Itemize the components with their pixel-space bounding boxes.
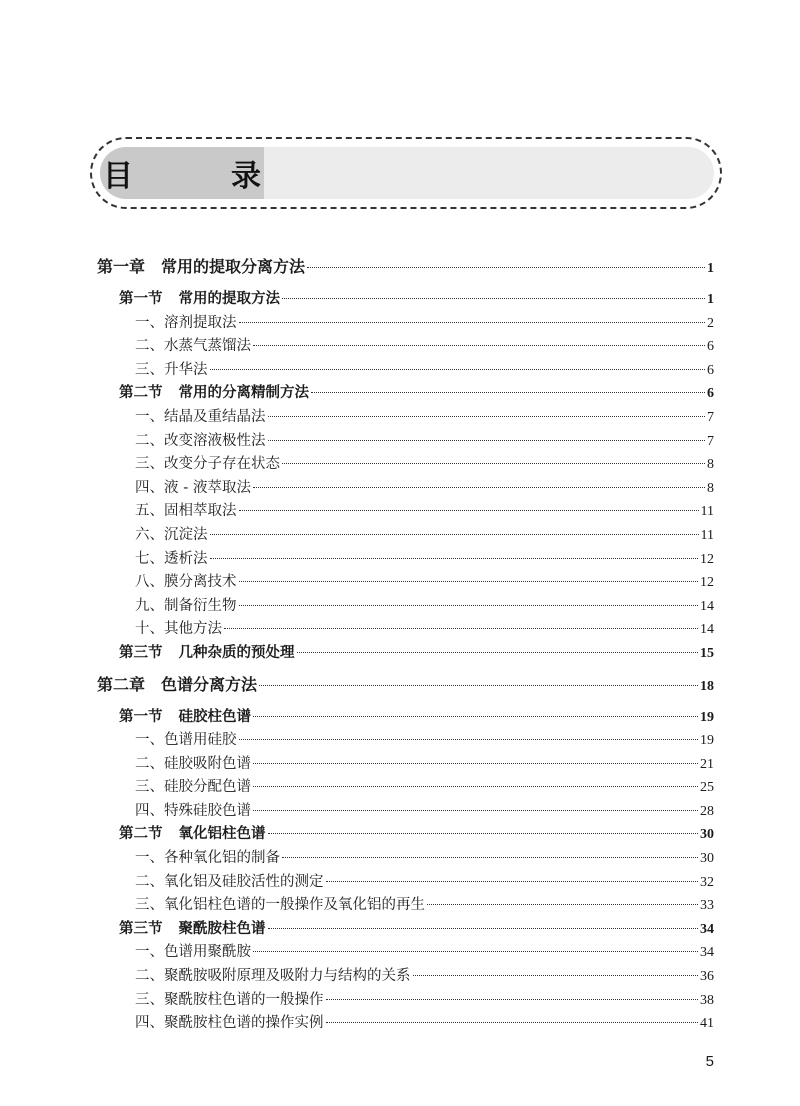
toc-section-label <box>119 706 251 730</box>
toc-item <box>97 571 714 595</box>
toc-item-title: 二、水蒸气蒸馏法 <box>135 338 251 355</box>
dot-leader <box>413 975 699 976</box>
toc-item-title: 四、液 - 液萃取法 <box>135 479 251 496</box>
dot-leader <box>326 881 699 882</box>
toc-item-label <box>135 548 208 572</box>
dot-leader <box>297 652 699 653</box>
dot-leader <box>210 558 699 559</box>
toc-page-number: 21 <box>700 756 714 772</box>
dot-leader <box>311 392 705 393</box>
toc-page-number: 1 <box>707 261 714 276</box>
toc-section <box>97 823 714 847</box>
dot-leader <box>253 951 698 952</box>
toc-section-label <box>119 382 309 406</box>
toc-item-title: 二、氧化铝及硅胶活性的测定 <box>135 873 324 890</box>
toc-item <box>97 753 714 777</box>
toc-item <box>97 847 714 871</box>
toc-item <box>97 500 714 524</box>
toc-item-label <box>135 406 266 430</box>
dot-leader <box>239 739 699 740</box>
toc-item-title: 一、色谱用硅胶 <box>135 732 237 749</box>
toc-item-label <box>135 312 237 336</box>
toc-page-number: 8 <box>707 457 714 473</box>
toc-item-title: 一、各种氧化铝的制备 <box>135 850 280 867</box>
dot-leader <box>268 928 699 929</box>
toc-page-number: 19 <box>700 733 714 749</box>
toc-item-label <box>135 941 251 965</box>
dot-leader <box>268 440 706 441</box>
toc-item-label <box>135 524 208 548</box>
toc-section-label <box>119 918 266 942</box>
toc-item <box>97 776 714 800</box>
toc-item <box>97 941 714 965</box>
toc-section-label <box>119 823 266 847</box>
dot-leader <box>253 345 705 346</box>
toc-page-number: 34 <box>700 921 714 937</box>
toc-item <box>97 894 714 918</box>
toc-item-label <box>135 477 251 501</box>
toc-section-title: 聚酰胺柱色谱 <box>178 920 266 937</box>
toc-chapter-number: 第二章 <box>97 674 146 694</box>
toc-item-label <box>135 453 280 477</box>
toc-page-number: 6 <box>707 386 714 402</box>
toc-item <box>97 618 714 642</box>
title-banner <box>100 147 714 199</box>
toc-item <box>97 989 714 1013</box>
toc-item-label <box>135 359 208 383</box>
toc-item-title: 九、制备衍生物 <box>135 597 237 614</box>
toc-page-number: 18 <box>700 678 714 694</box>
toc-item <box>97 477 714 501</box>
toc-item-title: 三、氧化铝柱色谱的一般操作及氧化铝的再生 <box>135 897 425 914</box>
toc-section <box>97 642 714 666</box>
dot-leader <box>253 810 698 811</box>
dot-leader <box>210 369 706 370</box>
toc-page-number: 19 <box>700 709 714 725</box>
dot-leader <box>282 463 705 464</box>
toc-page-number: 11 <box>700 527 714 543</box>
toc-page-number: 36 <box>700 969 714 985</box>
toc-item-title: 三、改变分子存在状态 <box>135 456 280 473</box>
toc-chapter-label <box>97 670 257 700</box>
toc-item-label <box>135 618 222 642</box>
toc-section-title: 几种杂质的预处理 <box>178 644 295 661</box>
toc-page-number: 25 <box>700 780 714 796</box>
toc-item-label <box>135 965 411 989</box>
dot-leader <box>253 763 698 764</box>
toc-page-number: 33 <box>700 898 714 914</box>
dot-leader <box>326 1022 699 1023</box>
toc-section <box>97 706 714 730</box>
dot-leader <box>239 581 699 582</box>
toc-section-number: 第一节 <box>119 708 163 725</box>
toc-chapter-title: 色谱分离方法 <box>161 674 258 694</box>
toc-item-title: 二、改变溶液极性法 <box>135 432 266 449</box>
toc-chapter-number: 第一章 <box>97 257 146 276</box>
toc-page-number: 8 <box>707 480 714 496</box>
toc-page-number: 12 <box>700 551 714 567</box>
dot-leader <box>224 628 698 629</box>
dot-leader <box>307 267 705 268</box>
toc-item <box>97 595 714 619</box>
toc-item-label <box>135 430 266 454</box>
toc-item-label <box>135 800 251 824</box>
toc-item-label <box>135 753 251 777</box>
dot-leader <box>282 857 698 858</box>
toc-item-label <box>135 1012 324 1036</box>
toc-page-number: 7 <box>707 409 714 425</box>
toc-page-number: 14 <box>700 622 714 638</box>
toc-page-number: 38 <box>700 992 714 1008</box>
toc-item-title: 六、沉淀法 <box>135 526 208 543</box>
dot-leader <box>239 510 699 511</box>
toc-item <box>97 871 714 895</box>
toc-item-label <box>135 989 324 1013</box>
toc-item-label <box>135 847 280 871</box>
table-of-contents <box>97 252 714 1036</box>
toc-section-title: 常用的提取方法 <box>178 291 280 307</box>
toc-section-title: 常用的分离精制方法 <box>178 385 309 402</box>
dot-leader <box>427 904 698 905</box>
toc-item-label <box>135 871 324 895</box>
dot-leader <box>282 298 705 299</box>
toc-item <box>97 406 714 430</box>
title-label-box <box>100 147 295 199</box>
dot-leader <box>210 534 699 535</box>
toc-item-title: 八、膜分离技术 <box>135 574 237 591</box>
toc-item-title: 五、固相萃取法 <box>135 503 237 520</box>
toc-item-title: 二、聚酰胺吸附原理及吸附力与结构的关系 <box>135 968 411 985</box>
toc-chapter <box>97 252 714 282</box>
toc-item-title: 七、透析法 <box>135 550 208 567</box>
toc-section-number: 第一节 <box>119 291 163 307</box>
toc-item-label <box>135 335 251 359</box>
toc-item <box>97 729 714 753</box>
toc-chapter-label <box>97 252 305 282</box>
toc-page-number: 32 <box>700 874 714 890</box>
toc-item <box>97 1012 714 1036</box>
toc-page-number: 14 <box>700 598 714 614</box>
toc-section <box>97 918 714 942</box>
toc-section-number: 第三节 <box>119 644 163 661</box>
toc-item-label <box>135 729 237 753</box>
toc-item-label <box>135 500 237 524</box>
dot-leader <box>326 999 699 1000</box>
page-number: 5 <box>705 1053 714 1070</box>
toc-page-number: 2 <box>707 315 714 331</box>
dot-leader <box>268 833 699 834</box>
toc-page-number: 30 <box>700 851 714 867</box>
dot-leader <box>239 605 699 606</box>
dot-leader <box>253 786 698 787</box>
toc-page-number: 15 <box>700 645 714 661</box>
dot-leader <box>268 416 706 417</box>
toc-item <box>97 453 714 477</box>
toc-page-number: 34 <box>700 945 714 961</box>
toc-section-label <box>119 642 295 666</box>
toc-page-number: 30 <box>700 827 714 843</box>
toc-page-number: 6 <box>707 339 714 355</box>
dot-leader <box>239 322 706 323</box>
toc-chapter-title: 常用的提取分离方法 <box>161 257 306 276</box>
toc-page-number: 11 <box>700 504 714 520</box>
toc-page-number: 1 <box>707 292 714 307</box>
toc-item <box>97 312 714 336</box>
toc-item-title: 三、硅胶分配色谱 <box>135 779 251 796</box>
toc-page-number: 28 <box>700 803 714 819</box>
toc-item-title: 三、聚酰胺柱色谱的一般操作 <box>135 991 324 1008</box>
toc-section <box>97 382 714 406</box>
toc-item <box>97 524 714 548</box>
toc-item <box>97 430 714 454</box>
toc-item-title: 二、硅胶吸附色谱 <box>135 755 251 772</box>
toc-section-label <box>119 288 280 312</box>
toc-page-number: 41 <box>700 1016 714 1032</box>
toc-section-number: 第三节 <box>119 920 163 937</box>
toc-item-title: 三、升华法 <box>135 361 208 378</box>
toc-item-title: 一、色谱用聚酰胺 <box>135 944 251 961</box>
toc-page-number: 6 <box>707 362 714 378</box>
toc-item-label <box>135 595 237 619</box>
toc-section-title: 氧化铝柱色谱 <box>178 826 266 843</box>
toc-section-number: 第二节 <box>119 826 163 843</box>
toc-item-title: 四、特殊硅胶色谱 <box>135 802 251 819</box>
toc-item <box>97 800 714 824</box>
toc-item-label <box>135 894 425 918</box>
dot-leader <box>259 685 698 686</box>
toc-item-title: 十、其他方法 <box>135 621 222 638</box>
toc-section-title: 硅胶柱色谱 <box>178 708 251 725</box>
toc-item <box>97 335 714 359</box>
toc-item <box>97 965 714 989</box>
dot-leader <box>253 487 705 488</box>
toc-item-title: 一、结晶及重结晶法 <box>135 408 266 425</box>
toc-section <box>97 288 714 312</box>
toc-item-label <box>135 571 237 595</box>
toc-item-title: 四、聚酰胺柱色谱的操作实例 <box>135 1015 324 1032</box>
page-title: 目 录 <box>103 159 295 194</box>
toc-chapter <box>97 670 714 700</box>
toc-item-title: 一、溶剂提取法 <box>135 314 237 331</box>
toc-section-number: 第二节 <box>119 385 163 402</box>
toc-item-label <box>135 776 251 800</box>
toc-item <box>97 548 714 572</box>
dot-leader <box>253 716 698 717</box>
toc-page-number: 12 <box>700 575 714 591</box>
toc-page-number: 7 <box>707 433 714 449</box>
toc-item <box>97 359 714 383</box>
